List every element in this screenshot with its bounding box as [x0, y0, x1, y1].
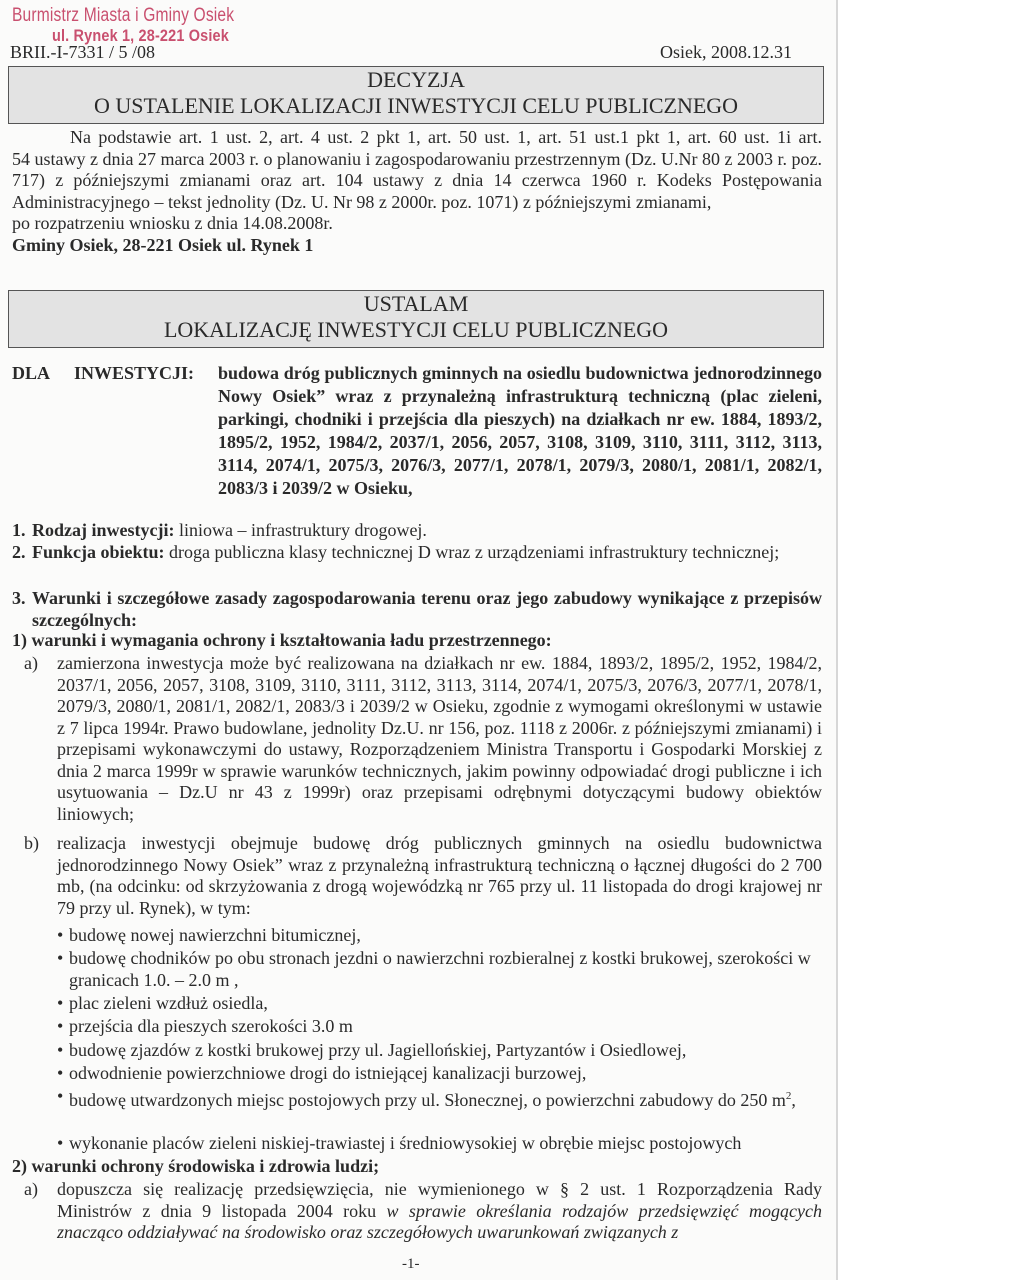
subpoint-1b-label: b)	[24, 833, 39, 853]
subpoint-1a-label: a)	[24, 653, 38, 673]
point-2-text: droga publiczna klasy technicznej D wraz z urządzeniami infrastruktury technicznej;	[164, 542, 780, 562]
ruling-title: USTALAM	[363, 291, 469, 316]
point-2-label: Funkcja obiektu:	[32, 542, 165, 562]
document-page: Burmistrz Miasta i Gminy Osiek ul. Rynek 1, 28-221 Osiek BRII.-I-7331 / 5 /08 Osiek, 2008.12.31 DECYZJA O USTALENIE LOKALIZACJI INWESTYCJI CELU PUBLICZNEGO Na podstawie art. 1 ust. 2, art. 4 ust. 2 pkt 1, art. 50 ust. 1, art. 51 ust.1 pkt 1, art. 60 ust. 1i art. 54 ustawy z dnia 27 marca 2003 r. o planowaniu i zagospodarowaniu przestrzennym (Dz. U.Nr 80 z 2003 r. poz. 717) z późniejszymi zmianami oraz art. 104 ustawy z dnia 14 czerwca 1960 r. Kodeks Postępowania Administracyjnego – tekst jednolity (Dz. U. Nr 98 z 2000r. poz. 1071) z późniejszymi zmianami, po rozpatrzeniu wniosku z dnia 14.08.2008r. Gminy Osiek, 28-221 Osiek ul. Rynek 1 USTALAM LOKALIZACJĘ INWESTYCJI CELU PUBLICZNEGO DLA INWESTYCJI: budowa dróg publicznych gminnych na osiedlu budownictwa jednorodzinnego Nowy Osiek” wraz z przynależną infrastrukturą techniczną (plac zieleni, parkingi, chodniki i przejścia dla pieszych) na działkach nr ew. 1884, 1893/2, 1895/2, 1952, 1984/2, 2037/1, 2056, 2057, 3108, 3109, 3110, 3111, 3112, 3113, 3114, 2074/1, 2075/3, 2076/3, 2077/1, 2078/1, 2079/3, 2080/1, 2081/1, 2082/1, 2083/3 i 2039/2 w Osieku, 1. Rodzaj inwestycji: liniowa – infrastruktury drogowej. 2. Funkcja obiektu: droga publiczna klasy technicznej D wraz z urządzeniami infrastruktury technicznej; 3. Warunki i szczegółowe zasady zagospodarowania terenu oraz jego zabudowy wynikające z przepisów szczególnych: 1) warunki i wymagania ochrony i kształtowania ładu przestrzennego: a) zamierzona inwestycja może być realizowana na działkach nr ew. 1884, 1893/2, 1895/2, 1952, 1984/2, 2037/1, 2056, 2057, 3108, 3109, 3110, 3111, 3112, 3113, 3114, 2074/1, 2075/3, 2076/3, 2077/1, 2078/1, 2079/3, 2080/1, 2081/1, 2082/1, 2083/3 i 2039/2 w Osieku, zgodnie z wymogami określonymi w ustawie z 7 lipca 1994r. Prawo budowlane, jednolity Dz.U. nr 156, poz. 1118 z 2006r. z późniejszymi zmianami) i przepisami wykonawczymi do ustawy, Rozporządzeniem Ministra Transportu i Gospodarki Morskiej z dnia 2 marca 1999r w sprawie warunków technicznych, jakim powinny odpowiadać drogi publiczne i ich usytuowania – Dz.U nr 43 z 1999r) oraz przepisami odrębnymi dotyczącymi budowy obiektów liniowych; b) realizacja inwestycji obejmuje budowę dróg publicznych gminnych na osiedlu budownictwa jednorodzinnego Nowy Osiek” wraz z przynależną infrastrukturą techniczną o łącznej długości do 2 700 mb, (na odcinku: od skrzyżowania z drogą wojewódzką nr 765 przy ul. 11 listopada do drogi krajowej nr 79 przy ul. Rynek), w tym: • budowę nowej nawierzchni bitumicznej, • budowę chodników po obu stronach jezdni o nawierzchni rozbieralnej z kostki brukowej, szerokości w granicach 1.0. – 2.0 m , • plac zieleni wzdłuż osiedla, • przejścia dla pieszych szerokości 3.0 m • budowę zjazdów z kostki brukowej przy ul. Jagiellońskiej, Partyzantów i Osiedlowej, • odwodnienie powierzchniowe drogi do istniejącej kanalizacji burzowej, • budowę utwardzonych miejsc postojowych przy ul. Słonecznej, o powierzchni zabudowy do 250 $m^2$, • wykonanie placów zieleni niskiej-trawiastej i średniowysokiej w obrębie miejsc postojowych 2) warunki ochrony środowiska i zdrowia ludzi; a) dopuszcza się realizację przedsięwzięcia, nie wymienionego w § 2 ust. 1 Rozporządzenia Rady Ministrów z dnia 9 listopada 2004 roku w sprawie określania rodzajów przedsięwzięć mogących znacząco oddziaływać na środowisko oraz szczegółowych uwarunkowań związanych z -1-	[0, 0, 836, 1280]
point-2-number: 2.	[12, 542, 26, 562]
legal-basis-first-line: Na podstawie art. 1 ust. 2, art. 4 ust. 2 pkt 1, art. 50 ust. 1, art. 51 ust.1 pkt 1, art. 60 ust. 1i art.	[70, 127, 822, 147]
section-1-heading: 1) warunki i wymagania ochrony i kształtowania ładu przestrzennego:	[12, 630, 552, 650]
subpoint-2a-label: a)	[24, 1179, 38, 1199]
subpoint-2a-italic-text: w sprawie określania rodzajów przedsięwzięć mogących znacząco oddziaływać na środowisko oraz szczegółowych uwarunkowań związanych z	[57, 1200, 822, 1242]
point-1-label: Rodzaj inwestycji:	[32, 520, 175, 540]
applicant-line: Gminy Osiek, 28-221 Osiek ul. Rynek 1	[12, 234, 314, 255]
superscript-2: 2	[785, 1090, 792, 1102]
investment-description: budowa dróg publicznych gminnych na osiedlu budownictwa jednorodzinnego Nowy Osiek” wraz z przynależną infrastrukturą techniczną (plac zieleni, parkingi, chodniki i przejścia dla pieszych) na działkach nr ew. 1884, 1893/2, 1895/2, 1952, 1984/2, 2037/1, 2056, 2057, 3108, 3109, 3110, 3111, 3112, 3113, 3114, 2074/1, 2075/3, 2076/3, 2077/1, 2078/1, 2079/3, 2080/1, 2081/1, 2082/1, 2083/3 i 2039/2 w Osieku,	[218, 363, 822, 498]
legal-basis-text: 54 ustawy z dnia 27 marca 2003 r. o planowaniu i zagospodarowaniu przestrzennym (Dz. U.Nr 80 z 2003 r. poz. 717) z późniejszymi zmianami oraz art. 104 ustawy z dnia 14 czerwca 1960 r. Kodeks Postępowania Administracyjnego – tekst jednolity (Dz. U. Nr 98 z 2000r. poz. 1071) z późniejszymi zmianami,	[12, 148, 822, 212]
place-and-date: Osiek, 2008.12.31	[660, 42, 792, 62]
section-2-heading: 2) warunki ochrony środowiska i zdrowia ludzi;	[12, 1156, 380, 1176]
decision-subtitle: O USTALENIE LOKALIZACJI INWESTYCJI CELU PUBLICZNEGO	[93, 93, 739, 118]
request-date-line: po rozpatrzeniu wniosku z dnia 14.08.2008r.	[12, 213, 333, 233]
office-stamp-line2: ul. Rynek 1, 28-221 Osiek	[52, 26, 229, 45]
decision-title-box	[8, 66, 824, 124]
investment-label-dla: DLA	[12, 363, 51, 383]
point-1-text: liniowa – infrastruktury drogowej.	[174, 520, 427, 540]
subpoint-1b-text: realizacja inwestycji obejmuje budowę dróg publicznych gminnych na osiedlu budownictwa jednorodzinnego Nowy Osiek” wraz z przynależną infrastrukturą techniczną o łącznej długości do 2 700 mb, (na odcinku: od skrzyżowania z drogą wojewódzką nr 765 przy ul. 11 listopada do drogi krajowej nr 79 przy ul. Rynek), w tym:	[57, 833, 822, 918]
point-3-text: Warunki i szczegółowe zasady zagospodarowania terenu oraz jego zabudowy wynikające z przepisów szczególnych:	[32, 588, 822, 630]
subpoint-2a-text: dopuszcza się realizację przedsięwzięcia, nie wymienionego w § 2 ust. 1 Rozporządzenia Rady Ministrów z dnia 9 listopada 2004 roku	[57, 1179, 822, 1221]
point-1-number: 1.	[12, 520, 26, 540]
page-edge-divider	[836, 0, 838, 1280]
reference-number: BRII.-I-7331 / 5 /08	[10, 42, 155, 62]
investment-label-inwestycji: INWESTYCJI:	[74, 363, 195, 383]
point-3-number: 3.	[12, 588, 26, 608]
decision-title: DECYZJA	[367, 67, 465, 92]
page-number: -1-	[402, 1256, 420, 1272]
office-stamp-line1: Burmistrz Miasta i Gminy Osiek	[12, 5, 235, 26]
legal-basis-paragraph	[12, 127, 822, 256]
ruling-subtitle: LOKALIZACJĘ INWESTYCJI CELU PUBLICZNEGO	[163, 317, 669, 342]
subpoint-1a-text: zamierzona inwestycja może być realizowana na działkach nr ew. 1884, 1893/2, 1895/2, 1952, 1984/2, 2037/1, 2056, 2057, 3108, 3109, 3110, 3111, 3112, 3113, 3114, 2074/1, 2075/3, 2076/3, 2077/1, 2078/1, 2079/3, 2080/1, 2081/1, 2082/1, 2083/3 i 2039/2 w Osieku, zgodnie z wymogami określonymi w ustawie z 7 lipca 1994r. Prawo budowlane, jednolity Dz.U. nr 156, poz. 1118 z 2006r. z późniejszymi zmianami) i przepisami wykonawczymi do ustawy, Rozporządzeniem Ministra Transportu i Gospodarki Morskiej z dnia 2 marca 1999r w sprawie warunków technicznych, jakim powinny odpowiadać drogi publiczne i ich usytuowania – Dz.U nr 43 z 1999r) oraz przepisami odrębnymi dotyczącymi budowy obiektów liniowych;	[57, 653, 822, 824]
ruling-box	[8, 290, 824, 348]
